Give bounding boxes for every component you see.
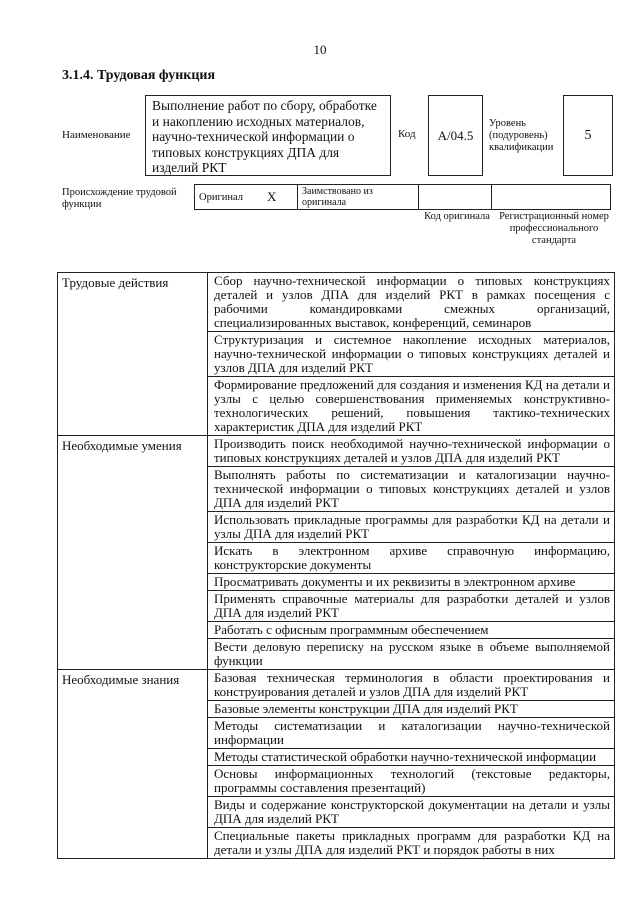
list-item: Применять справочные материалы для разработки деталей и узлов ДПА для изделий РКТ bbox=[208, 591, 614, 622]
section-title: 3.1.4. Трудовая функция bbox=[62, 68, 216, 83]
name-label: Наименование bbox=[62, 129, 131, 141]
level-label: Уровень (подуровень) квалификации bbox=[489, 118, 554, 153]
table-row bbox=[58, 670, 615, 859]
list-item: Основы информационных технологий (текстовые редакторы, программы составления презентаций) bbox=[208, 766, 614, 797]
list-item: Методы статистической обработки научно-технической информации bbox=[208, 749, 614, 766]
category-label: Необходимые знания bbox=[58, 670, 208, 859]
items-cell bbox=[208, 670, 615, 859]
list-item: Просматривать документы и их реквизиты в электронном архиве bbox=[208, 574, 614, 591]
list-item: Специальные пакеты прикладных программ для разработки КД на детали и узлы ДПА для изделий РКТ и порядок работы в них bbox=[214, 828, 610, 857]
code-value: А/04.5 bbox=[428, 95, 483, 176]
list-item: Использовать прикладные программы для разработки КД на детали и узлы ДПА для изделий РКТ bbox=[208, 512, 614, 543]
list-item: Выполнять работы по систематизации и каталогизации научно-технической информации о типовых конструкциях деталей и узлов ДПА для изделий РКТ bbox=[208, 467, 614, 512]
original-label: Оригинал bbox=[199, 191, 243, 203]
list-item: Сбор научно-технической информации о типовых конструкциях деталей и узлов ДПА для изделий РКТ в рамках посещения с рабочими командировками смежных организаций, специализированных выставок, конференций, семинаров bbox=[208, 273, 614, 332]
origin-original-cell bbox=[194, 184, 298, 210]
original-mark: X bbox=[267, 189, 277, 204]
list-item: Структуризация и системное накопление исходных материалов, научно-технической информации о типовых конструкциях деталей и узлов ДПА для изделий РКТ bbox=[208, 332, 614, 377]
name-value: Выполнение работ по сбору, обработке и накоплению исходных материалов, научно-технической информации о типовых конструкциях ДПА для изделий РКТ bbox=[145, 95, 391, 176]
reg-number-cell bbox=[491, 184, 611, 210]
level-value: 5 bbox=[563, 95, 613, 176]
code-caption: Код оригинала bbox=[424, 211, 490, 222]
category-label: Необходимые умения bbox=[58, 436, 208, 670]
origin-label: Происхождение трудовой функции bbox=[62, 187, 177, 210]
items-cell bbox=[208, 273, 615, 436]
list-item: Производить поиск необходимой научно-технической информации о типовых конструкциях деталей и узлов ДПА для изделий РКТ bbox=[208, 436, 614, 467]
function-table bbox=[57, 272, 615, 859]
items-cell bbox=[208, 436, 615, 670]
table-row bbox=[58, 436, 615, 670]
page-number: 10 bbox=[313, 42, 327, 57]
category-label: Трудовые действия bbox=[58, 273, 208, 436]
code-label: Код bbox=[398, 128, 416, 140]
list-item: Базовая техническая терминология в области проектирования и конструирования деталей и узлов ДПА для изделий РКТ bbox=[208, 670, 614, 701]
list-item: Базовые элементы конструкции ДПА для изделий РКТ bbox=[208, 701, 614, 718]
list-item: Искать в электронном архиве справочную информацию, конструкторские документы bbox=[208, 543, 614, 574]
list-item: Вести деловую переписку на русском языке в объеме выполняемой функции bbox=[214, 639, 610, 668]
reg-caption: Регистрационный номер профессионального стандарта bbox=[499, 211, 609, 246]
list-item: Виды и содержание конструкторской документации на детали и узлы ДПА для изделий РКТ bbox=[208, 797, 614, 828]
table-row bbox=[58, 273, 615, 436]
list-item: Формирование предложений для создания и изменения КД на детали и узлы с целью совершенствования применяемых конструктивно-технологических решений, повышения тактико-технических характеристик ДПА для изделий РКТ bbox=[214, 377, 610, 434]
list-item: Работать с офисным программным обеспечением bbox=[208, 622, 614, 639]
origin-row bbox=[195, 184, 613, 210]
list-item: Методы систематизации и каталогизации научно-технической информации bbox=[208, 718, 614, 749]
borrowed-label: Заимствовано из оригинала bbox=[297, 184, 419, 210]
original-code-cell bbox=[418, 184, 492, 210]
